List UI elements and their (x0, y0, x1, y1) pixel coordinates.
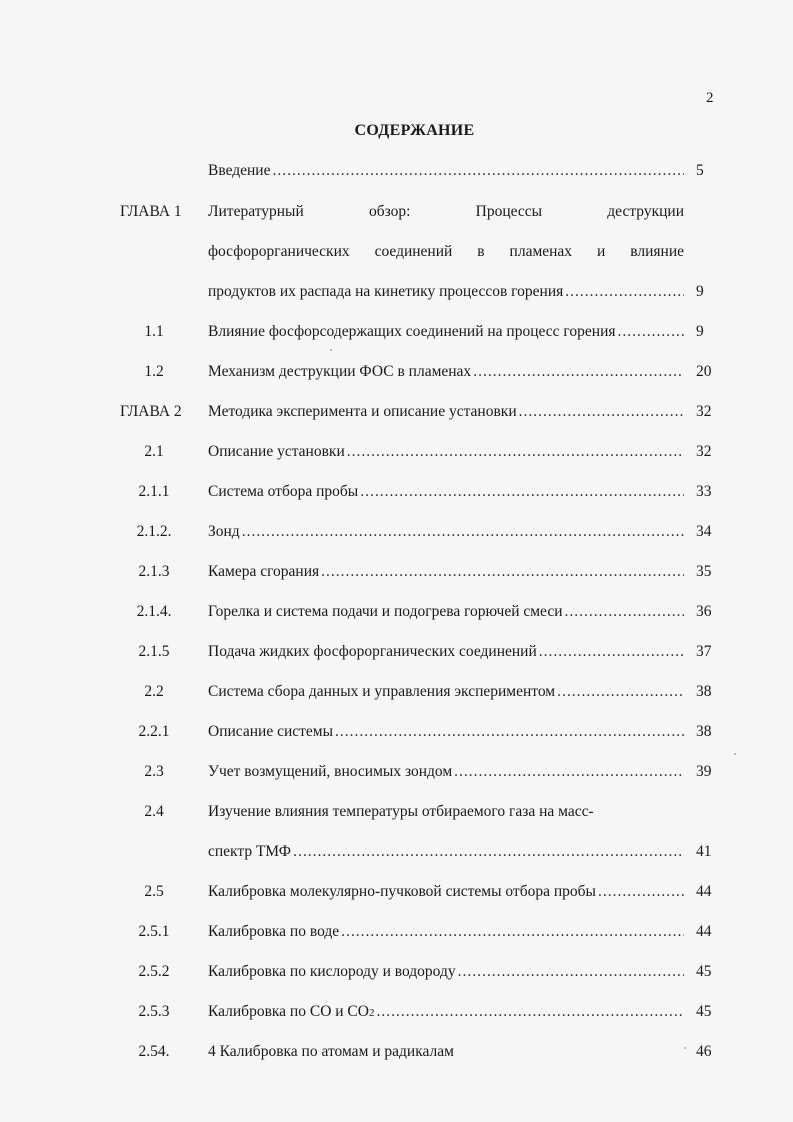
toc-entry-title: продуктов их распада на кинетику процессов горения (208, 283, 564, 300)
toc-entry-number: 2.1 (144, 443, 164, 460)
toc-entry (0, 403, 793, 427)
toc-entry-line (208, 603, 684, 621)
dot-leader (242, 523, 684, 541)
toc-entry-title: Калибровка по СО и СО (208, 1003, 369, 1020)
dot-leader (335, 723, 684, 741)
toc-entry-number: 2.1.5 (138, 643, 170, 660)
toc-entry (0, 883, 793, 907)
toc-entry-line (208, 843, 684, 861)
dot-leader (473, 363, 684, 381)
dot-leader (360, 483, 684, 501)
toc-entry-line (208, 403, 684, 421)
toc-entry-page: 45 (696, 963, 712, 980)
toc-entry-page: 33 (696, 483, 712, 500)
toc-entry (0, 283, 793, 307)
toc-entry-page: 45 (696, 1003, 712, 1020)
dot-leader (539, 643, 684, 661)
toc-entry-line (208, 443, 684, 461)
toc-entry-page: 41 (696, 843, 712, 860)
page-number: 2 (706, 90, 714, 106)
toc-entry-title: Механизм деструкции ФОС в пламенах (208, 363, 472, 380)
toc-entry-title: Учет возмущений, вносимых зондом (208, 763, 453, 780)
toc-entry (0, 323, 793, 347)
toc-entry-number: 2.5.3 (138, 1003, 170, 1020)
toc-entry-page: 32 (696, 403, 712, 420)
dot-leader (376, 1003, 684, 1021)
scan-speck (734, 753, 736, 755)
toc-entry (0, 483, 793, 507)
toc-entry-title: Введение (208, 162, 271, 179)
toc-entry-line (208, 363, 684, 381)
scan-speck (684, 1047, 686, 1049)
toc-entry-page: 46 (696, 1043, 712, 1060)
toc-entry-title: спектр ТМФ (208, 843, 292, 860)
dot-leader (565, 603, 684, 621)
toc-entry-number: 1.2 (144, 363, 164, 380)
toc-entry (0, 162, 793, 186)
toc-entry-number: 2.3 (144, 763, 164, 780)
toc-entry-title: Подача жидких фосфорорганических соединений (208, 643, 537, 660)
toc-entry-line (208, 523, 684, 541)
toc-entry (0, 243, 793, 267)
toc-entry-page: 5 (696, 162, 704, 179)
toc-entry (0, 443, 793, 467)
toc-entry-number: 2.1.4. (136, 603, 172, 620)
toc-entry-line (208, 283, 684, 301)
toc-entry-number: 2.5.1 (138, 923, 170, 940)
toc-entry-title: Методика эксперимента и описание установки (208, 403, 517, 420)
dot-leader (565, 283, 684, 301)
toc-entry-page: 39 (696, 763, 712, 780)
toc-entry-line (208, 483, 684, 501)
dot-leader (321, 563, 684, 581)
toc-entry-title: фосфорорганических соединений в пламенах и влияние (208, 243, 684, 260)
toc-entry-title: Система отбора пробы (208, 483, 359, 500)
toc-entry (0, 563, 793, 587)
toc-entry-number: 2.1.1 (138, 483, 170, 500)
toc-entry-page: 35 (696, 563, 712, 580)
toc-entry-number: 2.5 (144, 883, 164, 900)
toc-entry (0, 923, 793, 947)
toc-entry-line (208, 963, 684, 981)
toc-entry (0, 643, 793, 667)
toc-entry-title: Калибровка молекулярно-пучковой системы отбора пробы (208, 883, 596, 900)
toc-entry-number: 2.1.3 (138, 563, 170, 580)
toc-entry-page: 9 (696, 283, 704, 300)
toc-entry (0, 1043, 793, 1067)
toc-entry-title: Система сбора данных и управления экспериментом (208, 683, 556, 700)
toc-entry-line (208, 683, 684, 701)
toc-entry-number: 2.5.2 (138, 963, 170, 980)
toc-entry-page: 38 (696, 723, 712, 740)
dot-leader (272, 162, 684, 180)
toc-entry-page: 44 (696, 883, 712, 900)
toc-entry-number: 2.54. (138, 1043, 170, 1060)
toc-entry-page: 34 (696, 523, 712, 540)
toc-entry-page: 37 (696, 643, 712, 660)
dot-leader (618, 323, 685, 341)
toc-entry-number: 2.4 (144, 803, 164, 820)
toc-entry (0, 603, 793, 627)
toc-entry-title: Описание установки (208, 443, 345, 460)
toc-entry-page: 36 (696, 603, 712, 620)
toc-entry-line (208, 763, 684, 781)
dot-leader (458, 963, 684, 981)
toc-entry-line (208, 803, 684, 821)
dot-leader (598, 883, 684, 901)
dot-leader (557, 683, 684, 701)
toc-entry-line (208, 162, 684, 180)
toc-entry (0, 843, 793, 867)
toc-entry-title: Влияние фосфорсодержащих соединений на процесс горения (208, 323, 616, 340)
toc-entry-line (208, 923, 684, 941)
toc-entry-subscript: 2 (368, 1007, 375, 1019)
toc-entry-page: 32 (696, 443, 712, 460)
toc-entry-page: 20 (696, 363, 712, 380)
toc-entry-title: Зонд (208, 523, 240, 540)
toc-entry-line (208, 203, 684, 221)
toc-entry-number: 2.1.2. (136, 523, 172, 540)
toc-entry-title: Камера сгорания (208, 563, 320, 580)
toc-entry-line (208, 243, 684, 261)
toc-entry-title: 4 Калибровка по атомам и радикалам (208, 1043, 454, 1060)
toc-entry-page: 44 (696, 923, 712, 940)
scan-speck (330, 349, 332, 351)
toc-entry-line (208, 563, 684, 581)
toc-entry-page: 9 (696, 323, 704, 340)
dot-leader (347, 443, 684, 461)
toc-entry-number: 1.1 (144, 323, 164, 340)
toc-entry-line (208, 1003, 684, 1021)
toc-entry-title: Калибровка по кислороду и водороду (208, 963, 456, 980)
toc-entry-line (208, 883, 684, 901)
toc-entry (0, 683, 793, 707)
toc-entry (0, 1003, 793, 1027)
toc-entry-number: 2.2.1 (138, 723, 170, 740)
dot-leader (519, 403, 684, 421)
toc-entry-title: Калибровка по воде (208, 923, 340, 940)
toc-entry (0, 763, 793, 787)
toc-entry-line (208, 643, 684, 661)
dot-leader (293, 843, 684, 861)
toc-entry-title: Изучение влияния температуры отбираемого газа на масс- (208, 803, 594, 820)
toc-entry-title: Горелка и система подачи и подогрева горючей смеси (208, 603, 563, 620)
toc-entry (0, 963, 793, 987)
toc-entry (0, 523, 793, 547)
toc-entry (0, 363, 793, 387)
toc-entry-number: ГЛАВА 1 (120, 203, 182, 220)
toc-entry-title: Литературный обзор: Процессы деструкции (208, 203, 684, 220)
toc-entry-page: 38 (696, 683, 712, 700)
toc-entry (0, 803, 793, 827)
toc-entry-line (208, 1043, 684, 1061)
dot-leader (454, 763, 684, 781)
toc-entry-line (208, 323, 684, 341)
dot-leader (341, 923, 684, 941)
toc-entry-title: Описание системы (208, 723, 334, 740)
toc-entry (0, 723, 793, 747)
toc-entry-number: 2.2 (144, 683, 164, 700)
toc-title: СОДЕРЖАНИЕ (354, 122, 475, 139)
toc-entry-number: ГЛАВА 2 (120, 403, 182, 420)
toc-entry-line (208, 723, 684, 741)
toc-entry (0, 203, 793, 227)
